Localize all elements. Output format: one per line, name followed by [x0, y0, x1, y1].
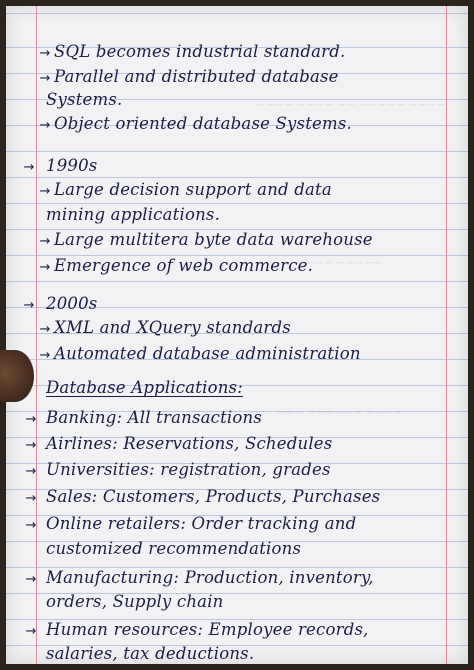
note-line — [16, 408, 262, 427]
bleed-through-text: ~~~~ ~~~~~~ ~~~ — [276, 406, 403, 419]
note-line — [16, 514, 356, 533]
bleed-through-text: ~~~~ ~~~~~ ~~ ~~~~ ~~~~ — [256, 98, 446, 111]
arrow-icon: → — [39, 118, 51, 133]
note-text: Manufacturing: Production, inventory, — [46, 568, 374, 587]
note-text: Parallel and distributed database — [54, 67, 339, 86]
arrow-icon: → — [25, 624, 37, 639]
note-text: Human resources: Employee records, — [46, 620, 369, 639]
note-text: Object oriented database Systems. — [54, 114, 352, 133]
note-line — [36, 318, 291, 337]
note-text: salaries, tax deductions. — [46, 644, 255, 663]
note-text: Emergence of web commerce. — [54, 256, 314, 275]
heading-text: Database Applications: — [46, 378, 243, 397]
notebook-page — [6, 6, 468, 664]
arrow-icon: → — [39, 46, 51, 61]
note-line — [36, 42, 345, 61]
note-line — [36, 180, 332, 199]
section-heading — [46, 378, 243, 397]
note-text: XML and XQuery standards — [54, 318, 291, 337]
note-line — [16, 568, 374, 587]
note-text: Systems. — [46, 90, 123, 109]
note-line — [46, 539, 301, 558]
arrow-icon: → — [23, 298, 35, 313]
note-text: 2000s — [46, 294, 98, 313]
arrow-icon: → — [39, 184, 51, 199]
note-line — [46, 205, 220, 224]
note-line — [46, 592, 224, 611]
arrow-icon: → — [25, 438, 37, 453]
note-text: mining applications. — [46, 205, 221, 224]
note-text: Large multitera byte data warehouse — [54, 230, 373, 249]
arrow-icon: → — [25, 464, 37, 479]
note-line — [36, 344, 361, 363]
note-line — [36, 114, 352, 133]
note-line — [16, 460, 331, 479]
arrow-icon: → — [23, 160, 35, 175]
arrow-icon: → — [25, 518, 37, 533]
note-line — [12, 294, 97, 313]
note-line — [16, 620, 369, 639]
arrow-icon: → — [25, 412, 37, 427]
arrow-icon: → — [25, 572, 37, 587]
note-line — [36, 256, 313, 275]
arrow-icon: → — [39, 234, 51, 249]
note-line — [16, 487, 380, 506]
note-text: SQL becomes industrial standard. — [54, 42, 346, 61]
note-text: 1990s — [46, 156, 98, 175]
note-text: Airlines: Reservations, Schedules — [46, 434, 333, 453]
right-margin-line — [446, 6, 447, 664]
note-line — [46, 644, 254, 663]
note-line — [16, 434, 332, 453]
note-text: Universities: registration, grades — [46, 460, 331, 479]
arrow-icon: → — [39, 260, 51, 275]
note-text: Online retailers: Order tracking and — [46, 514, 357, 533]
note-line — [36, 230, 373, 249]
note-text: Banking: All transactions — [46, 408, 263, 427]
note-line — [12, 156, 97, 175]
note-text: Automated database administration — [54, 344, 361, 363]
note-text: orders, Supply chain — [46, 592, 224, 611]
note-text: Sales: Customers, Products, Purchases — [46, 487, 381, 506]
arrow-icon: → — [25, 491, 37, 506]
note-line — [46, 90, 122, 109]
arrow-icon: → — [39, 322, 51, 337]
note-text: Large decision support and data — [54, 180, 332, 199]
note-text: customized recommendations — [46, 539, 302, 558]
bleed-through-text: ~~~~~ ~~~~ — [296, 256, 383, 269]
note-line — [36, 67, 339, 86]
arrow-icon: → — [39, 71, 51, 86]
arrow-icon: → — [39, 348, 51, 363]
